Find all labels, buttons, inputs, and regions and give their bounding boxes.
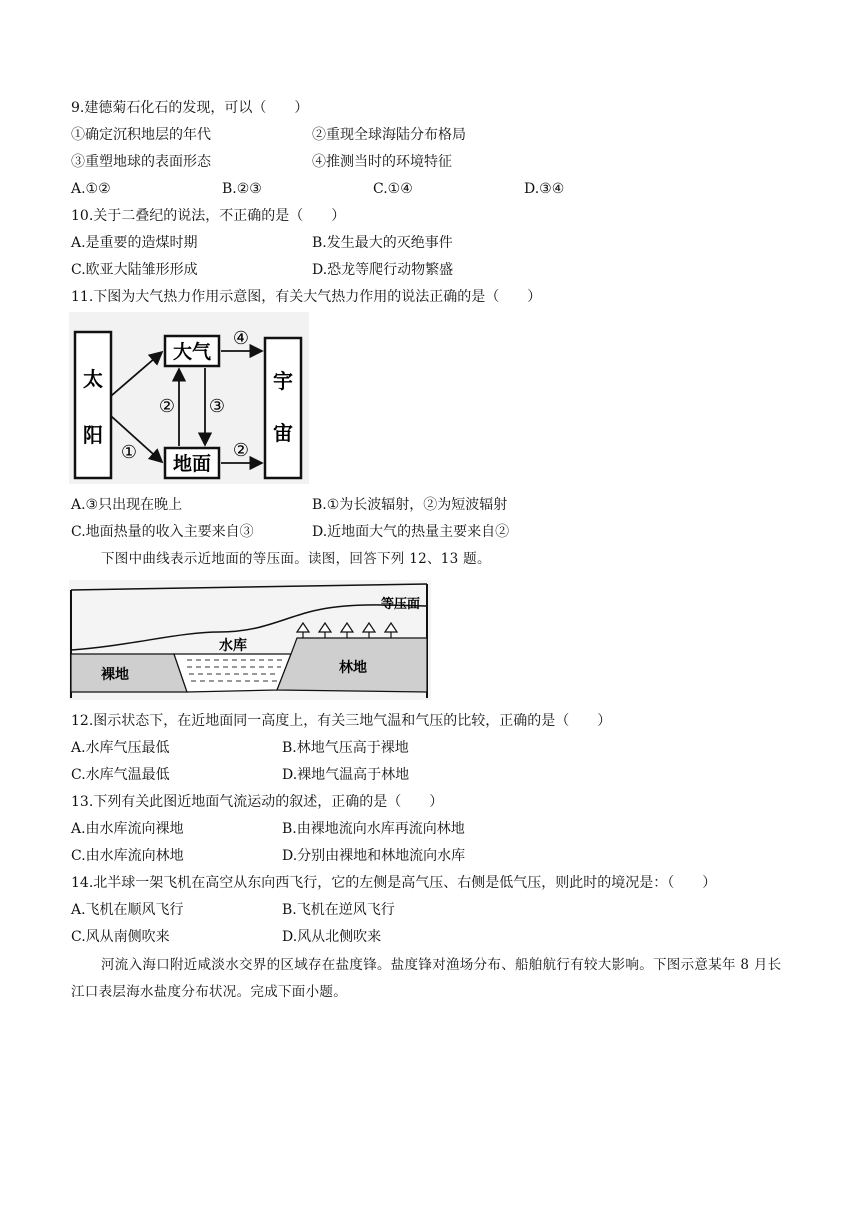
q12-option-b: B.林地气压高于裸地 [282,740,409,756]
ground-label: 地面 [172,453,212,475]
q9-option-c: C.①④ [373,181,413,197]
q9-statement-4: ④推测当时的环境特征 [312,154,452,170]
q10-option-b: B.发生最大的灭绝事件 [312,235,453,251]
space-label-1: 宇 [273,369,293,393]
q9-option-d: D.③④ [524,181,565,197]
bare-land-block [71,654,187,692]
q9-option-a: A.①② [71,181,111,197]
q13-stem: 13.下列有关此图近地面气流运动的叙述，正确的是（ ） [71,794,444,810]
q11-option-a: A.③只出现在晚上 [71,497,183,513]
space-box [265,338,301,478]
forest-label: 林地 [339,660,367,676]
isobar-label: 等压面 [381,597,421,612]
reservoir-label: 水库 [219,638,247,654]
q10-stem: 10.关于二叠纪的说法，不正确的是（ ） [71,208,346,224]
q11-stem: 11.下图为大气热力作用示意图，有关大气热力作用的说法正确的是（ ） [71,289,542,305]
atmosphere-label: 大气 [172,341,212,363]
arrow-label-2-vertical: ② [158,396,176,417]
q10-option-d: D.恐龙等爬行动物繁盛 [312,262,454,278]
q14-option-a: A.飞机在顺风飞行 [71,902,184,918]
q11-option-c: C.地面热量的收入主要来自③ [71,524,254,540]
q9-stem: 9.建德菊石化石的发现，可以（ ） [71,100,309,116]
sun-box [75,332,111,478]
q13-option-c: C.由水库流向林地 [71,848,184,864]
q9-option-b: B.②③ [222,181,262,197]
q13-option-d: D.分别由裸地和林地流向水库 [282,848,466,864]
intro-salinity-front: 河流入海口附近咸淡水交界的区域存在盐度锋。盐度锋对渔场分布、船舶航行有较大影响。下图示意某年 8 月长江口表层海水盐度分布状况。完成下面小题。 [71,957,782,1000]
bare-land-label: 裸地 [101,667,129,683]
sun-label-2: 阳 [83,423,103,447]
q14-stem: 14.北半球一架飞机在高空从东向西飞行，它的左侧是高气压、右侧是低气压，则此时的境况是：（ ） [71,875,717,891]
q14-option-b: B.飞机在逆风飞行 [282,902,395,918]
isobar-diagram [69,580,431,700]
q9-statement-2: ②重现全球海陆分布格局 [312,127,466,143]
arrow-label-1: ① [120,442,138,463]
q12-option-c: C.水库气温最低 [71,767,170,783]
atmosphere-heating-diagram [69,312,309,484]
q10-option-c: C.欧亚大陆雏形形成 [71,262,198,278]
arrow-label-3: ③ [208,396,226,417]
q10-option-a: A.是重要的造煤时期 [71,235,198,251]
q13-option-a: A.由水库流向裸地 [71,821,184,837]
q11-option-b: B.①为长波辐射，②为短波辐射 [312,497,508,513]
q11-option-d: D.近地面大气的热量主要来自② [312,524,510,540]
arrow-label-4: ④ [232,328,250,349]
q9-statement-1: ①确定沉积地层的年代 [71,127,211,143]
intro-q12-13: 下图中曲线表示近地面的等压面。读图，回答下列 12、13 题。 [101,551,491,567]
q12-option-d: D.裸地气温高于林地 [282,767,410,783]
arrow-label-2-horizontal: ② [232,440,250,461]
q9-statement-3: ③重塑地球的表面形态 [71,154,211,170]
q14-option-c: C.风从南侧吹来 [71,929,170,945]
sun-label-1: 太 [83,367,103,391]
q13-option-b: B.由裸地流向水库再流向林地 [282,821,465,837]
q12-option-a: A.水库气压最低 [71,740,170,756]
q14-option-d: D.风从北侧吹来 [282,929,382,945]
space-label-2: 宙 [273,421,293,445]
q12-stem: 12.图示状态下，在近地面同一高度上，有关三地气温和气压的比较，正确的是（ ） [71,713,612,729]
